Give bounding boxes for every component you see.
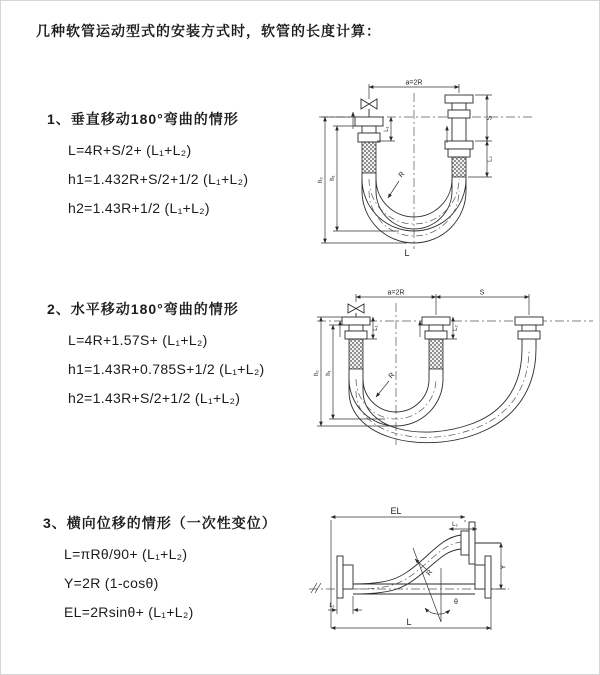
left-flange-connector [342,317,370,339]
formula-3-y: Y=2R (1-cosθ) [64,575,159,591]
dim-label-l: L [406,617,412,627]
left-flange-connector [355,117,383,142]
diagram-lateral-displacement [301,504,596,646]
angle-construction-lines [413,548,441,622]
dim-label-el: EL [390,506,402,516]
section-lateral-displacement [43,513,277,620]
section-2-heading: 2、水平移动180°弯曲的情形 [47,301,239,317]
braided-hose-section-left [362,142,376,173]
dim-label-l1: L₁ [384,126,390,132]
centerline-break-mark [311,583,321,593]
dim-label-theta: θ [454,599,458,606]
dim-label-l2: L₂ [452,522,458,528]
dim-label-s: S [479,289,485,297]
formula-1-h2: h2=1.43R+1/2 (L₁+L₂) [68,200,210,216]
valve-icon [361,99,377,109]
braided-hose-section-middle [429,339,443,369]
dim-label-l2: L₂ [487,156,494,162]
dim-label-span: a=2R [387,289,405,297]
dim-label-r: R [397,170,407,180]
right-flange-original [475,556,491,598]
dim-label-l1: L₁ [373,325,379,331]
formula-2-h2: h2=1.43R+S/2+1/2 (L₁+L₂) [68,390,241,406]
dim-label-l1: L₁ [329,603,335,609]
hose-s-curve [353,535,461,594]
dim-label-r: R [425,568,435,578]
dim-label-h1: h₁ [326,370,332,376]
dim-label-h1: h₁ [330,175,336,181]
dim-label-y: Y [500,564,508,570]
right-flange-connector [445,95,473,118]
dim-label-l: L [404,248,410,258]
formula-1-length: L=4R+S/2+ (L₁+L₂) [68,142,192,158]
middle-flange-connector [422,317,450,339]
braided-hose-section-right [452,157,466,177]
dim-label-r: R [387,371,397,381]
radius-leader [388,181,399,198]
section-horizontal-movement [47,299,265,406]
section-1-heading: 1、垂直移动180°弯曲的情形 [47,111,239,127]
valve-icon [348,304,364,313]
section-vertical-movement [47,109,248,216]
formula-1-h1: h1=1.432R+S/2+1/2 (L₁+L₂) [68,171,249,187]
formula-2-h1: h1=1.43R+0.785S+1/2 (L₁+L₂) [68,361,265,377]
dim-label-l2: L₂ [453,325,459,331]
diagram-horizontal-180-bend [309,287,599,459]
formula-2-length: L=4R+1.57S+ (L₁+L₂) [68,332,208,348]
upper-flange-displaced [461,522,475,564]
dim-label-h2: h₂ [318,177,324,183]
dim-label-s: S [486,115,494,121]
dim-label-h2: h₂ [314,370,320,376]
radius-leader [376,381,389,397]
braided-hose-section-left [349,339,363,369]
formula-3-length: L=πRθ/90+ (L₁+L₂) [64,546,188,562]
displaced-flange-connector [515,317,543,339]
left-flange [337,556,353,598]
diagram-vertical-180-bend [311,77,541,259]
section-3-heading: 3、横向位移的情形（一次性变位） [43,515,277,531]
page-title: 几种软管运动型式的安装方式时，软管的长度计算： [36,23,381,39]
formula-3-el: EL=2Rsinθ+ (L₁+L₂) [64,604,194,620]
right-union-nut [445,141,473,157]
dim-label-span: a=2R [405,79,423,87]
